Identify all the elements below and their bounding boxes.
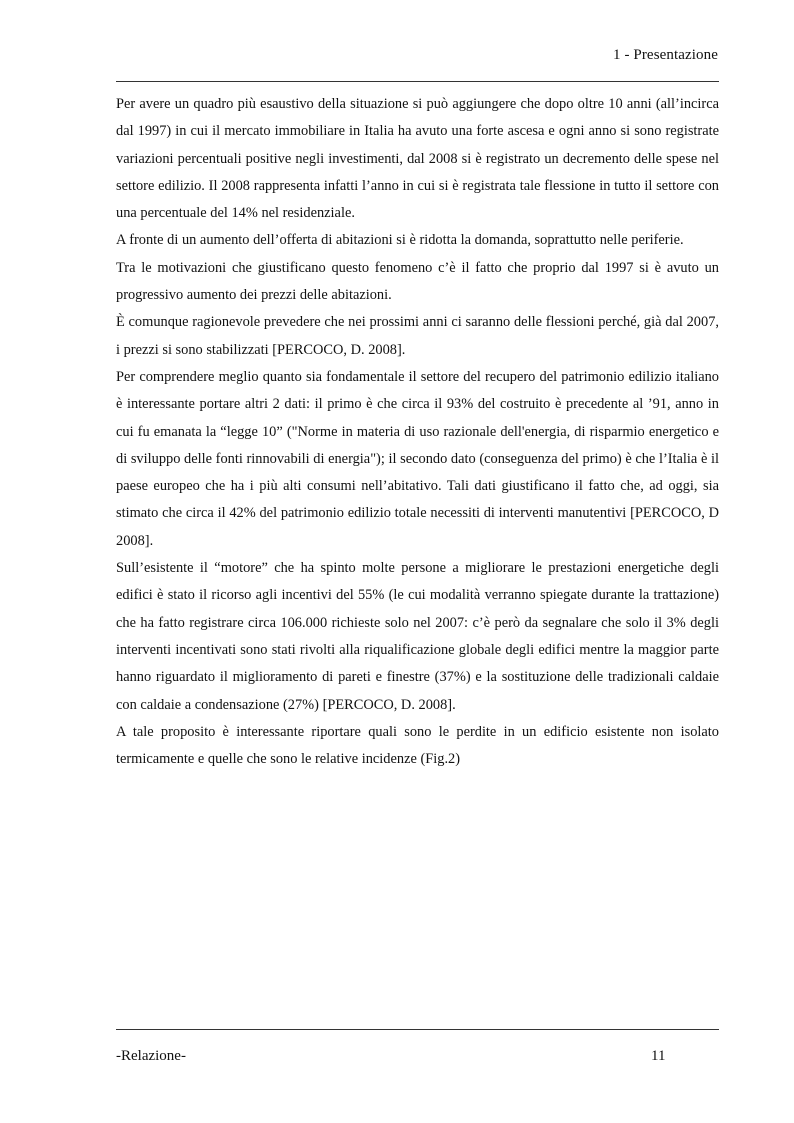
- body-text: [116, 91, 719, 773]
- paragraph: A tale proposito è interessante riportare quali sono le perdite in un edificio esistente non isolato termicamente e quelle che sono le relative incidenze (Fig.2): [116, 723, 719, 768]
- paragraph: Tra le motivazioni che giustificano questo fenomeno c’è il fatto che proprio dal 1997 si è avuto un progressivo aumento dei prezzi delle abitazioni.: [116, 259, 719, 304]
- paragraph: Per comprendere meglio quanto sia fondamentale il settore del recupero del patrimonio edilizio italiano è interessante portare altri 2 dati: il primo è che circa il 93% del costruito è precedente al ’91, anno in cui fu emanata la “legge 10” ("Norme in materia di uso razionale dell'energia, di risparmio energetico e di sviluppo delle fonti rinnovabili di energia"); il secondo dato (conseguenza del primo) è che l’Italia è il paese europeo che ha i più alti consumi nell’abitativo. Tali dati giustificano il fatto che, ad oggi, sia stimato che circa il 42% del patrimonio edilizio totale necessiti di interventi manutentivi [PERCOCO, D 2008].: [116, 368, 719, 549]
- paragraph: È comunque ragionevole prevedere che nei prossimi anni ci saranno delle flessioni perché, già dal 2007, i prezzi si sono stabilizzati [PERCOCO, D. 2008].: [116, 314, 719, 358]
- page-number: 11: [651, 1048, 666, 1064]
- paragraph: Per avere un quadro più esaustivo della situazione si può aggiungere che dopo oltre 10 anni (all’incirca dal 1997) in cui il mercato immobiliare in Italia ha avuto una forte ascesa e ogni anno si sono registrate variazioni percentuali positive negli investimenti, dal 2008 si è registrato un decremento delle spese nel settore edilizio. Il 2008 rappresenta infatti l’anno in cui si è registrata tale flessione in tutto il settore con una percentuale del 14% nel residenziale.: [116, 96, 719, 222]
- footer-section-label: -Relazione-: [116, 1048, 186, 1064]
- running-header: 1 - Presentazione: [613, 47, 718, 63]
- paragraph: Sull’esistente il “motore” che ha spinto molte persone a migliorare le prestazioni energetiche degli edifici è stato il ricorso agli incentivi del 55% (le cui modalità verranno spiegate durante la trattazione) che ha fatto registrare circa 106.000 richieste solo nel 2007: c’è però da segnalare che solo il 3% degli interventi incentivati sono stati rivolti alla riqualificazione globale degli edifici mentre la maggior parte hanno riguardato il miglioramento di pareti e finestre (37%) e la sostituzione delle tradizionali caldaie con caldaie a condensazione (27%) [PERCOCO, D. 2008].: [116, 560, 719, 713]
- footer-rule: [116, 1029, 719, 1030]
- header-rule: [116, 81, 719, 82]
- paragraph: A fronte di un aumento dell’offerta di abitazioni si è ridotta la domanda, soprattutto nelle periferie.: [116, 232, 684, 249]
